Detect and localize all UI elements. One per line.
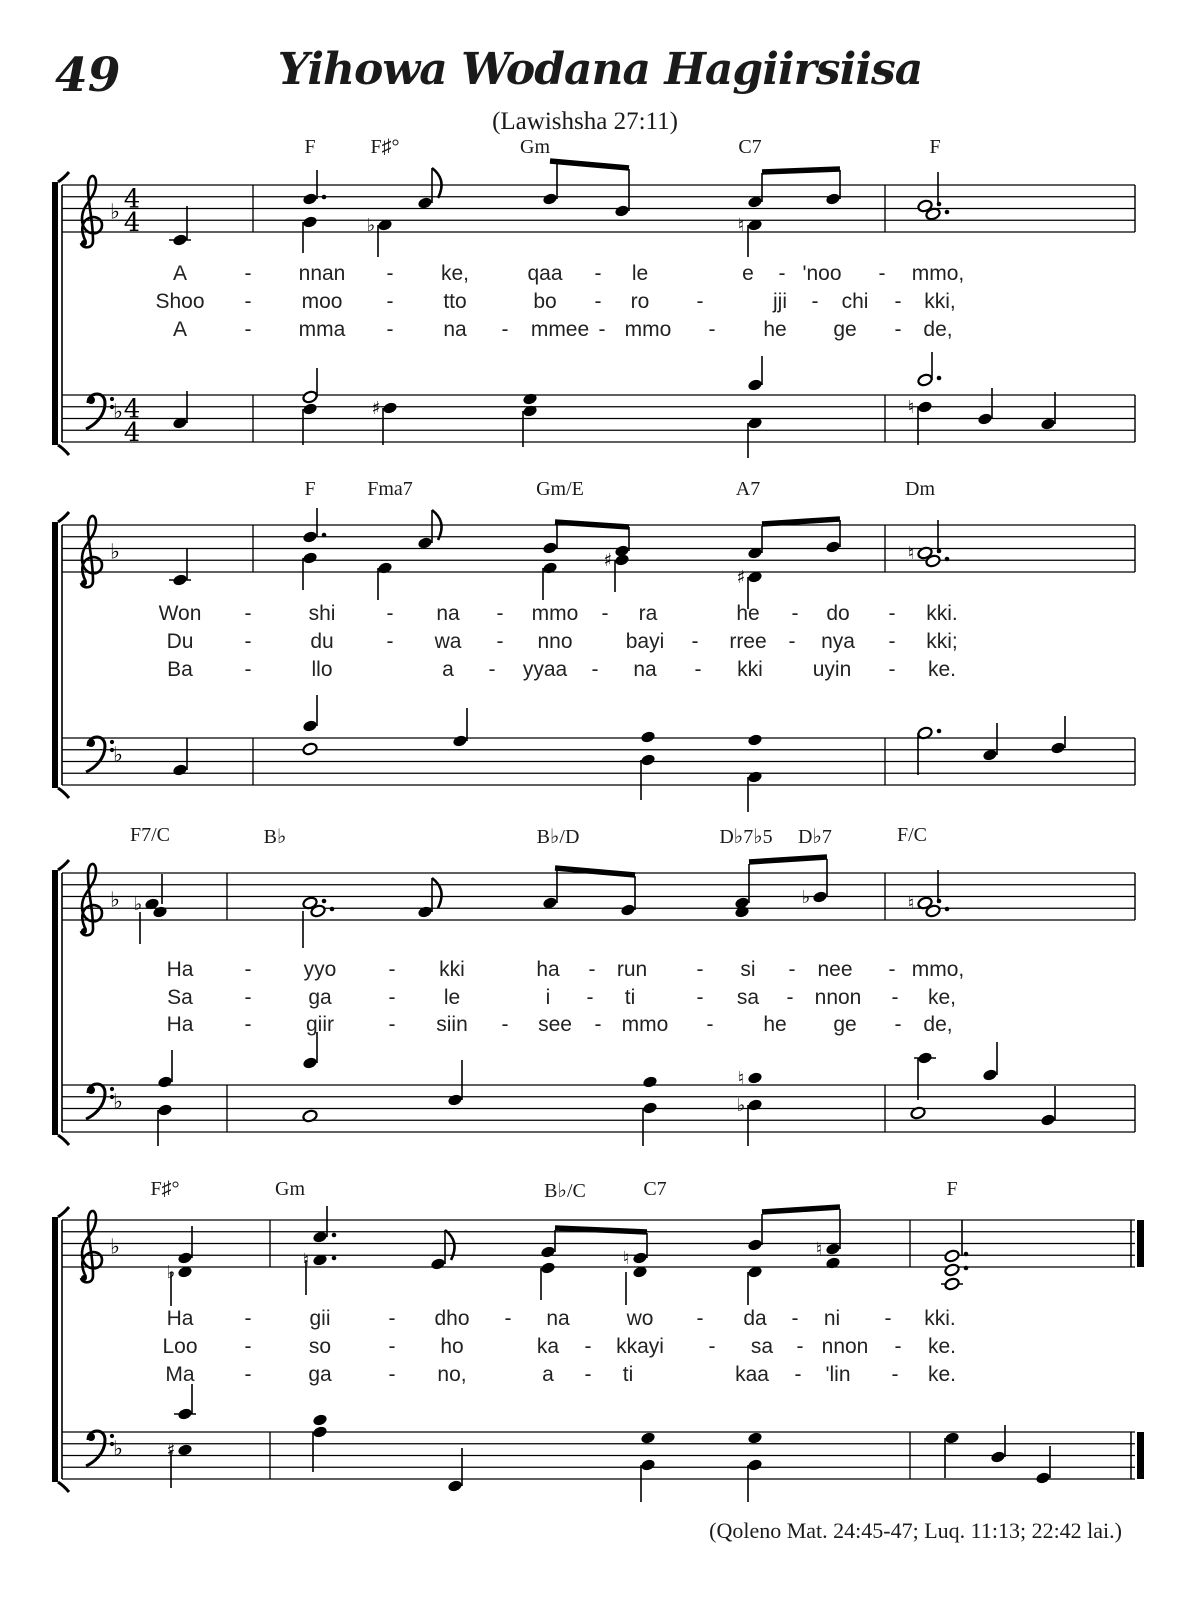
lyric-syllable: - (708, 1335, 716, 1358)
lyric-syllable: - (696, 290, 704, 313)
lyric-syllable: - (891, 986, 899, 1009)
lyric-syllable: - (894, 318, 902, 341)
svg-text:♮: ♮ (302, 1250, 310, 1271)
lyric-syllable: - (244, 602, 252, 625)
lyric-syllable: Ha (166, 1307, 194, 1330)
lyric-syllable: he (763, 318, 787, 341)
lyric-syllable: i (545, 986, 551, 1009)
svg-text:♭: ♭ (110, 887, 120, 912)
lyric-syllable: giir (305, 1013, 335, 1036)
lyric-syllable: Du (166, 630, 194, 653)
lyric-syllable: - (796, 1335, 804, 1358)
lyric-syllable: - (496, 630, 504, 653)
lyric-syllable: - (386, 318, 394, 341)
lyric-syllable: wa (434, 630, 462, 653)
lyric-syllable: - (244, 1307, 252, 1330)
scripture-subtitle: (Lawishsha 27:11) (492, 108, 678, 135)
lyric-syllable: mmo (624, 318, 672, 341)
lyric-syllable: - (691, 630, 699, 653)
footer-reference: (Qoleno Mat. 24:45-47; Luq. 11:13; 22:42 lai.) (709, 1518, 1122, 1543)
hymn-number: 49 (55, 48, 121, 103)
chord-symbol: Gm (275, 1178, 305, 1200)
lyric-syllable: Ha (166, 1013, 194, 1036)
lyric-syllable: ga (308, 986, 332, 1009)
lyric-syllable: - (791, 602, 799, 625)
lyric-syllable: na (633, 658, 657, 681)
lyric-syllable: - (894, 290, 902, 313)
lyric-syllable: - (594, 1013, 602, 1036)
lyric-syllable: dho (434, 1307, 470, 1330)
lyric-syllable: mmo (621, 1013, 669, 1036)
lyric-syllable: - (244, 958, 252, 981)
lyric-syllable: na (443, 318, 467, 341)
lyric-syllable: - (501, 318, 509, 341)
lyric-syllable: a (442, 658, 454, 681)
lyric-syllable: - (584, 1363, 592, 1386)
lyric-syllable: Shoo (155, 290, 205, 313)
lyric-syllable: he (763, 1013, 787, 1036)
lyric-syllable: - (601, 602, 609, 625)
lyric-syllable: kaa (735, 1363, 769, 1386)
lyric-syllable: mmo (531, 602, 579, 625)
lyric-syllable: nee (817, 958, 853, 981)
lyric-syllable: - (488, 658, 496, 681)
lyric-syllable: - (504, 1307, 512, 1330)
lyric-syllable: qaa (527, 262, 563, 285)
lyric-syllable: ke. (927, 1363, 957, 1386)
lyric-syllable: kki; (926, 630, 958, 653)
chord-symbol: F (304, 136, 316, 158)
lyric-syllable: - (386, 602, 394, 625)
lyric-syllable: - (786, 986, 794, 1009)
lyric-syllable: ga (308, 1363, 332, 1386)
lyric-syllable: - (386, 630, 394, 653)
chord-symbol: C7 (643, 1178, 667, 1200)
lyric-syllable: ni (823, 1307, 841, 1330)
svg-text:4: 4 (123, 417, 141, 448)
chord-symbol: Gm (520, 136, 550, 158)
lyric-syllable: - (501, 1013, 509, 1036)
lyric-syllable: kki, (924, 290, 956, 313)
lyric-syllable: - (244, 318, 252, 341)
lyric-syllable: ho (440, 1335, 464, 1358)
lyric-syllable: - (388, 1335, 396, 1358)
lyric-syllable: A (172, 262, 188, 285)
chord-symbol: F♯° (370, 136, 400, 158)
lyric-syllable: a (542, 1363, 554, 1386)
chord-symbol: F (304, 478, 316, 500)
chord-symbol: B♭/C (544, 1180, 586, 1202)
lyric-syllable: bayi (625, 630, 665, 653)
chord-symbol: F (929, 136, 941, 158)
chord-symbol: D♭7 (798, 826, 832, 848)
lyric-syllable: - (788, 630, 796, 653)
svg-text:♭: ♭ (801, 887, 811, 908)
lyric-syllable: tto (443, 290, 467, 313)
lyric-syllable: - (696, 986, 704, 1009)
svg-text:♭: ♭ (110, 539, 120, 564)
lyric-syllable: - (244, 986, 252, 1009)
lyric-syllable: kki. (926, 602, 958, 625)
lyric-syllable: so (308, 1335, 332, 1358)
lyric-syllable: mmo, (911, 262, 965, 285)
lyric-syllable: moo (301, 290, 343, 313)
lyric-syllable: shi (308, 602, 336, 625)
svg-text:♮: ♮ (737, 215, 745, 236)
lyric-syllable: ha (536, 958, 560, 981)
lyric-syllable: ke, (440, 262, 470, 285)
svg-text:4: 4 (123, 184, 141, 215)
lyric-syllable: kki (737, 658, 763, 681)
lyric-syllable: le (631, 262, 649, 285)
lyric-syllable: e (742, 262, 754, 285)
lyric-syllable: jji (773, 290, 787, 313)
lyric-syllable: - (884, 1307, 892, 1330)
lyric-syllable: nno (537, 630, 573, 653)
lyric-syllable: - (244, 290, 252, 313)
lyric-syllable: - (594, 290, 602, 313)
chord-symbol: A7 (735, 478, 761, 500)
svg-text:♭: ♭ (113, 742, 123, 767)
lyric-syllable: do (826, 602, 850, 625)
lyric-syllable: ro (630, 290, 650, 313)
chord-symbol: F♯° (150, 1178, 180, 1200)
chord-symbol: D♭7♭5 (719, 826, 773, 848)
chord-symbol: F (946, 1178, 958, 1200)
lyric-syllable: - (888, 602, 896, 625)
lyric-syllable: le (443, 986, 461, 1009)
svg-text:♮: ♮ (622, 1248, 630, 1269)
lyric-syllable: kki. (924, 1307, 956, 1330)
lyric-syllable: - (894, 1013, 902, 1036)
chord-symbol: Dm (905, 478, 935, 500)
lyric-syllable: - (791, 1307, 799, 1330)
svg-text:♮: ♮ (907, 893, 915, 914)
lyric-syllable: - (888, 630, 896, 653)
lyric-syllable: no, (437, 1363, 467, 1386)
lyric-syllable: rree (729, 630, 767, 653)
lyric-syllable: na (436, 602, 460, 625)
chord-symbol: Fma7 (367, 478, 413, 500)
svg-text:♯: ♯ (166, 1440, 176, 1461)
lyric-syllable: - (388, 958, 396, 981)
lyric-syllable: - (694, 658, 702, 681)
lyric-syllable: nya (821, 630, 855, 653)
lyric-syllable: ra (638, 602, 658, 625)
lyric-syllable: see (538, 1013, 572, 1036)
lyric-syllable: - (591, 658, 599, 681)
svg-text:♭: ♭ (113, 1436, 123, 1461)
lyric-syllable: - (388, 1013, 396, 1036)
lyric-syllable: 'noo (802, 262, 842, 285)
lyric-syllable: gii (309, 1307, 331, 1330)
lyric-syllable: Sa (167, 986, 193, 1009)
lyric-syllable: ke. (927, 1335, 957, 1358)
lyric-syllable: mma (298, 318, 346, 341)
svg-text:♭: ♭ (113, 399, 123, 424)
chord-symbol: F7/C (129, 824, 171, 846)
lyric-syllable: run (616, 958, 648, 981)
lyric-syllable: - (696, 958, 704, 981)
lyric-syllable: wo (626, 1307, 654, 1330)
svg-text:♭: ♭ (366, 215, 376, 236)
lyric-syllable: du (310, 630, 334, 653)
lyric-syllable: ke, (927, 986, 957, 1009)
lyric-syllable: Ma (165, 1363, 195, 1386)
lyric-syllable: - (594, 262, 602, 285)
lyric-syllable: - (696, 1307, 704, 1330)
lyric-syllable: - (588, 958, 596, 981)
svg-text:♭: ♭ (133, 894, 143, 915)
svg-text:4: 4 (123, 207, 141, 238)
lyric-syllable: - (244, 658, 252, 681)
lyric-syllable: yyaa (522, 658, 568, 681)
svg-text:♭: ♭ (110, 199, 120, 224)
lyric-syllable: - (891, 1363, 899, 1386)
lyric-syllable: mmo, (911, 958, 965, 981)
lyric-syllable: llo (311, 658, 333, 681)
chord-symbol: B♭ (263, 826, 287, 848)
lyric-syllable: siin (436, 1013, 468, 1036)
lyric-syllable: da (743, 1307, 767, 1330)
lyric-syllable: - (894, 1335, 902, 1358)
svg-text:♮: ♮ (907, 397, 915, 418)
chord-symbol: C7 (738, 136, 762, 158)
lyric-syllable: - (386, 262, 394, 285)
chord-symbol: F/C (896, 824, 928, 846)
svg-text:4: 4 (123, 394, 141, 425)
lyric-syllable: he (736, 602, 760, 625)
lyric-syllable: mmee (530, 318, 590, 341)
lyric-syllable: Ba (167, 658, 193, 681)
svg-text:♯: ♯ (371, 398, 381, 419)
svg-text:♭: ♭ (166, 1262, 176, 1283)
lyric-syllable: de, (923, 318, 953, 341)
lyric-syllable: - (388, 1363, 396, 1386)
lyric-syllable: - (706, 1013, 714, 1036)
svg-text:♯: ♯ (736, 567, 746, 588)
lyric-syllable: 'lin (825, 1363, 851, 1386)
lyric-syllable: - (708, 318, 716, 341)
lyric-syllable: ge (833, 318, 857, 341)
lyric-syllable: de, (923, 1013, 953, 1036)
lyric-syllable: ti (624, 986, 636, 1009)
svg-text:♮: ♮ (737, 1068, 745, 1089)
lyric-syllable: - (584, 1335, 592, 1358)
svg-text:♭: ♭ (113, 1089, 123, 1114)
lyric-syllable: bo (533, 290, 557, 313)
lyric-syllable: nnan (298, 262, 346, 285)
lyric-syllable: ge (833, 1013, 857, 1036)
lyric-syllable: sa (750, 1335, 774, 1358)
lyric-syllable: Loo (162, 1335, 198, 1358)
lyric-syllable: - (788, 958, 796, 981)
lyric-syllable: kkayi (616, 1335, 664, 1358)
lyric-syllable: nnon (821, 1335, 869, 1358)
svg-text:♭: ♭ (110, 1234, 120, 1259)
page-title: Yihowa Wodana Hagiirsiisa (277, 44, 923, 95)
svg-text:♯: ♯ (603, 550, 613, 571)
lyric-syllable: ti (622, 1363, 634, 1386)
svg-text:♭: ♭ (736, 1095, 746, 1116)
lyric-syllable: uyin (812, 658, 852, 681)
lyric-syllable: - (244, 1335, 252, 1358)
lyric-syllable: - (878, 262, 886, 285)
lyric-syllable: - (778, 262, 786, 285)
lyric-syllable: Won (158, 602, 202, 625)
lyric-syllable: ka (536, 1335, 560, 1358)
lyric-syllable: - (244, 262, 252, 285)
chord-symbol: B♭/D (536, 826, 580, 848)
lyric-syllable: sa (736, 986, 760, 1009)
lyric-syllable: - (388, 1307, 396, 1330)
lyric-syllable: - (244, 1363, 252, 1386)
lyric-syllable: na (546, 1307, 570, 1330)
svg-text:♮: ♮ (907, 543, 915, 564)
lyric-syllable: - (598, 318, 606, 341)
lyric-syllable: kki (439, 958, 465, 981)
lyric-syllable: - (794, 1363, 802, 1386)
lyric-syllable: si (740, 958, 756, 981)
lyric-syllable: - (888, 958, 896, 981)
lyric-syllable: - (386, 290, 394, 313)
lyric-syllable: - (586, 986, 594, 1009)
lyric-syllable: - (244, 630, 252, 653)
lyric-syllable: Ha (166, 958, 194, 981)
lyric-syllable: - (244, 1013, 252, 1036)
lyric-syllable: - (811, 290, 819, 313)
lyric-syllable: ke. (927, 658, 957, 681)
svg-text:♮: ♮ (815, 1239, 823, 1260)
lyric-syllable: A (172, 318, 188, 341)
lyric-syllable: - (388, 986, 396, 1009)
lyric-syllable: yyo (303, 958, 337, 981)
lyric-syllable: - (496, 602, 504, 625)
lyric-syllable: - (888, 658, 896, 681)
lyric-syllable: chi (841, 290, 869, 313)
lyric-syllable: nnon (814, 986, 862, 1009)
chord-symbol: Gm/E (536, 478, 584, 500)
